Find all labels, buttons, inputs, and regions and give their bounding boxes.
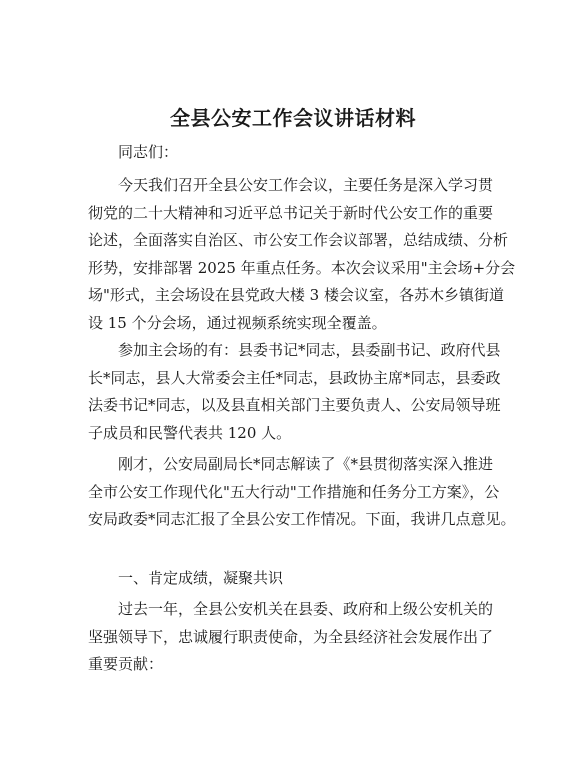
paragraph-line: 刚才，公安局副局长*同志解读了《*县贯彻落实深入推进 — [118, 455, 494, 473]
paragraph-line: 场"形式，主会场设在县党政大楼 3 楼会议室，各苏木乡镇街道 — [88, 286, 504, 304]
paragraph-line: 今天我们召开全县公安工作会议，主要任务是深入学习贯 — [118, 176, 494, 194]
paragraph-line: 彻党的二十大精神和习近平总书记关于新时代公安工作的重要 — [88, 203, 494, 222]
paragraph-line: 全市公安工作现代化"五大行动"工作措施和任务分工方案》，公 — [88, 482, 500, 501]
paragraph-line: 子成员和民警代表共 120 人。 — [88, 423, 292, 442]
paragraph-line: 安局政委*同志汇报了全县公安工作情况。下面，我讲几点意见。 — [88, 510, 516, 528]
paragraph-line: 长*同志，县人大常委会主任*同志，县政协主席*同志，县委政 — [88, 368, 501, 387]
paragraph-introduction — [88, 451, 516, 534]
paragraph-line: 设 15 个分会场，通过视频系统实现全覆盖。 — [88, 313, 387, 332]
document-title: 全县公安工作会议讲话材料 — [170, 106, 416, 130]
paragraph-line: 参加主会场的有：县委书记*同志，县委副书记、政府代县 — [118, 341, 501, 359]
paragraph-line: 论述，全面落实自治区、市公安工作会议部署，总结成绩、分析 — [88, 231, 509, 249]
paragraph-opening — [88, 172, 516, 337]
paragraph-line: 形势，安排部署 2025 年重点任务。本次会议采用"主会场+分会 — [88, 258, 516, 277]
paragraph-line: 重要贡献： — [88, 655, 164, 673]
paragraph-section-body — [88, 596, 508, 679]
paragraph-line: 过去一年，全县公安机关在县委、政府和上级公安机关的 — [118, 600, 494, 618]
paragraph-line: 法委书记*同志，以及县直相关部门主要负责人、公安局领导班 — [88, 396, 501, 414]
paragraph-attendees — [88, 337, 508, 447]
section-heading: 一、肯定成绩，凝聚共识 — [118, 569, 284, 587]
paragraph-line: 坚强领导下，忠诚履行职责使命，为全县经济社会发展作出了 — [88, 627, 494, 646]
salutation: 同志们： — [118, 143, 179, 161]
